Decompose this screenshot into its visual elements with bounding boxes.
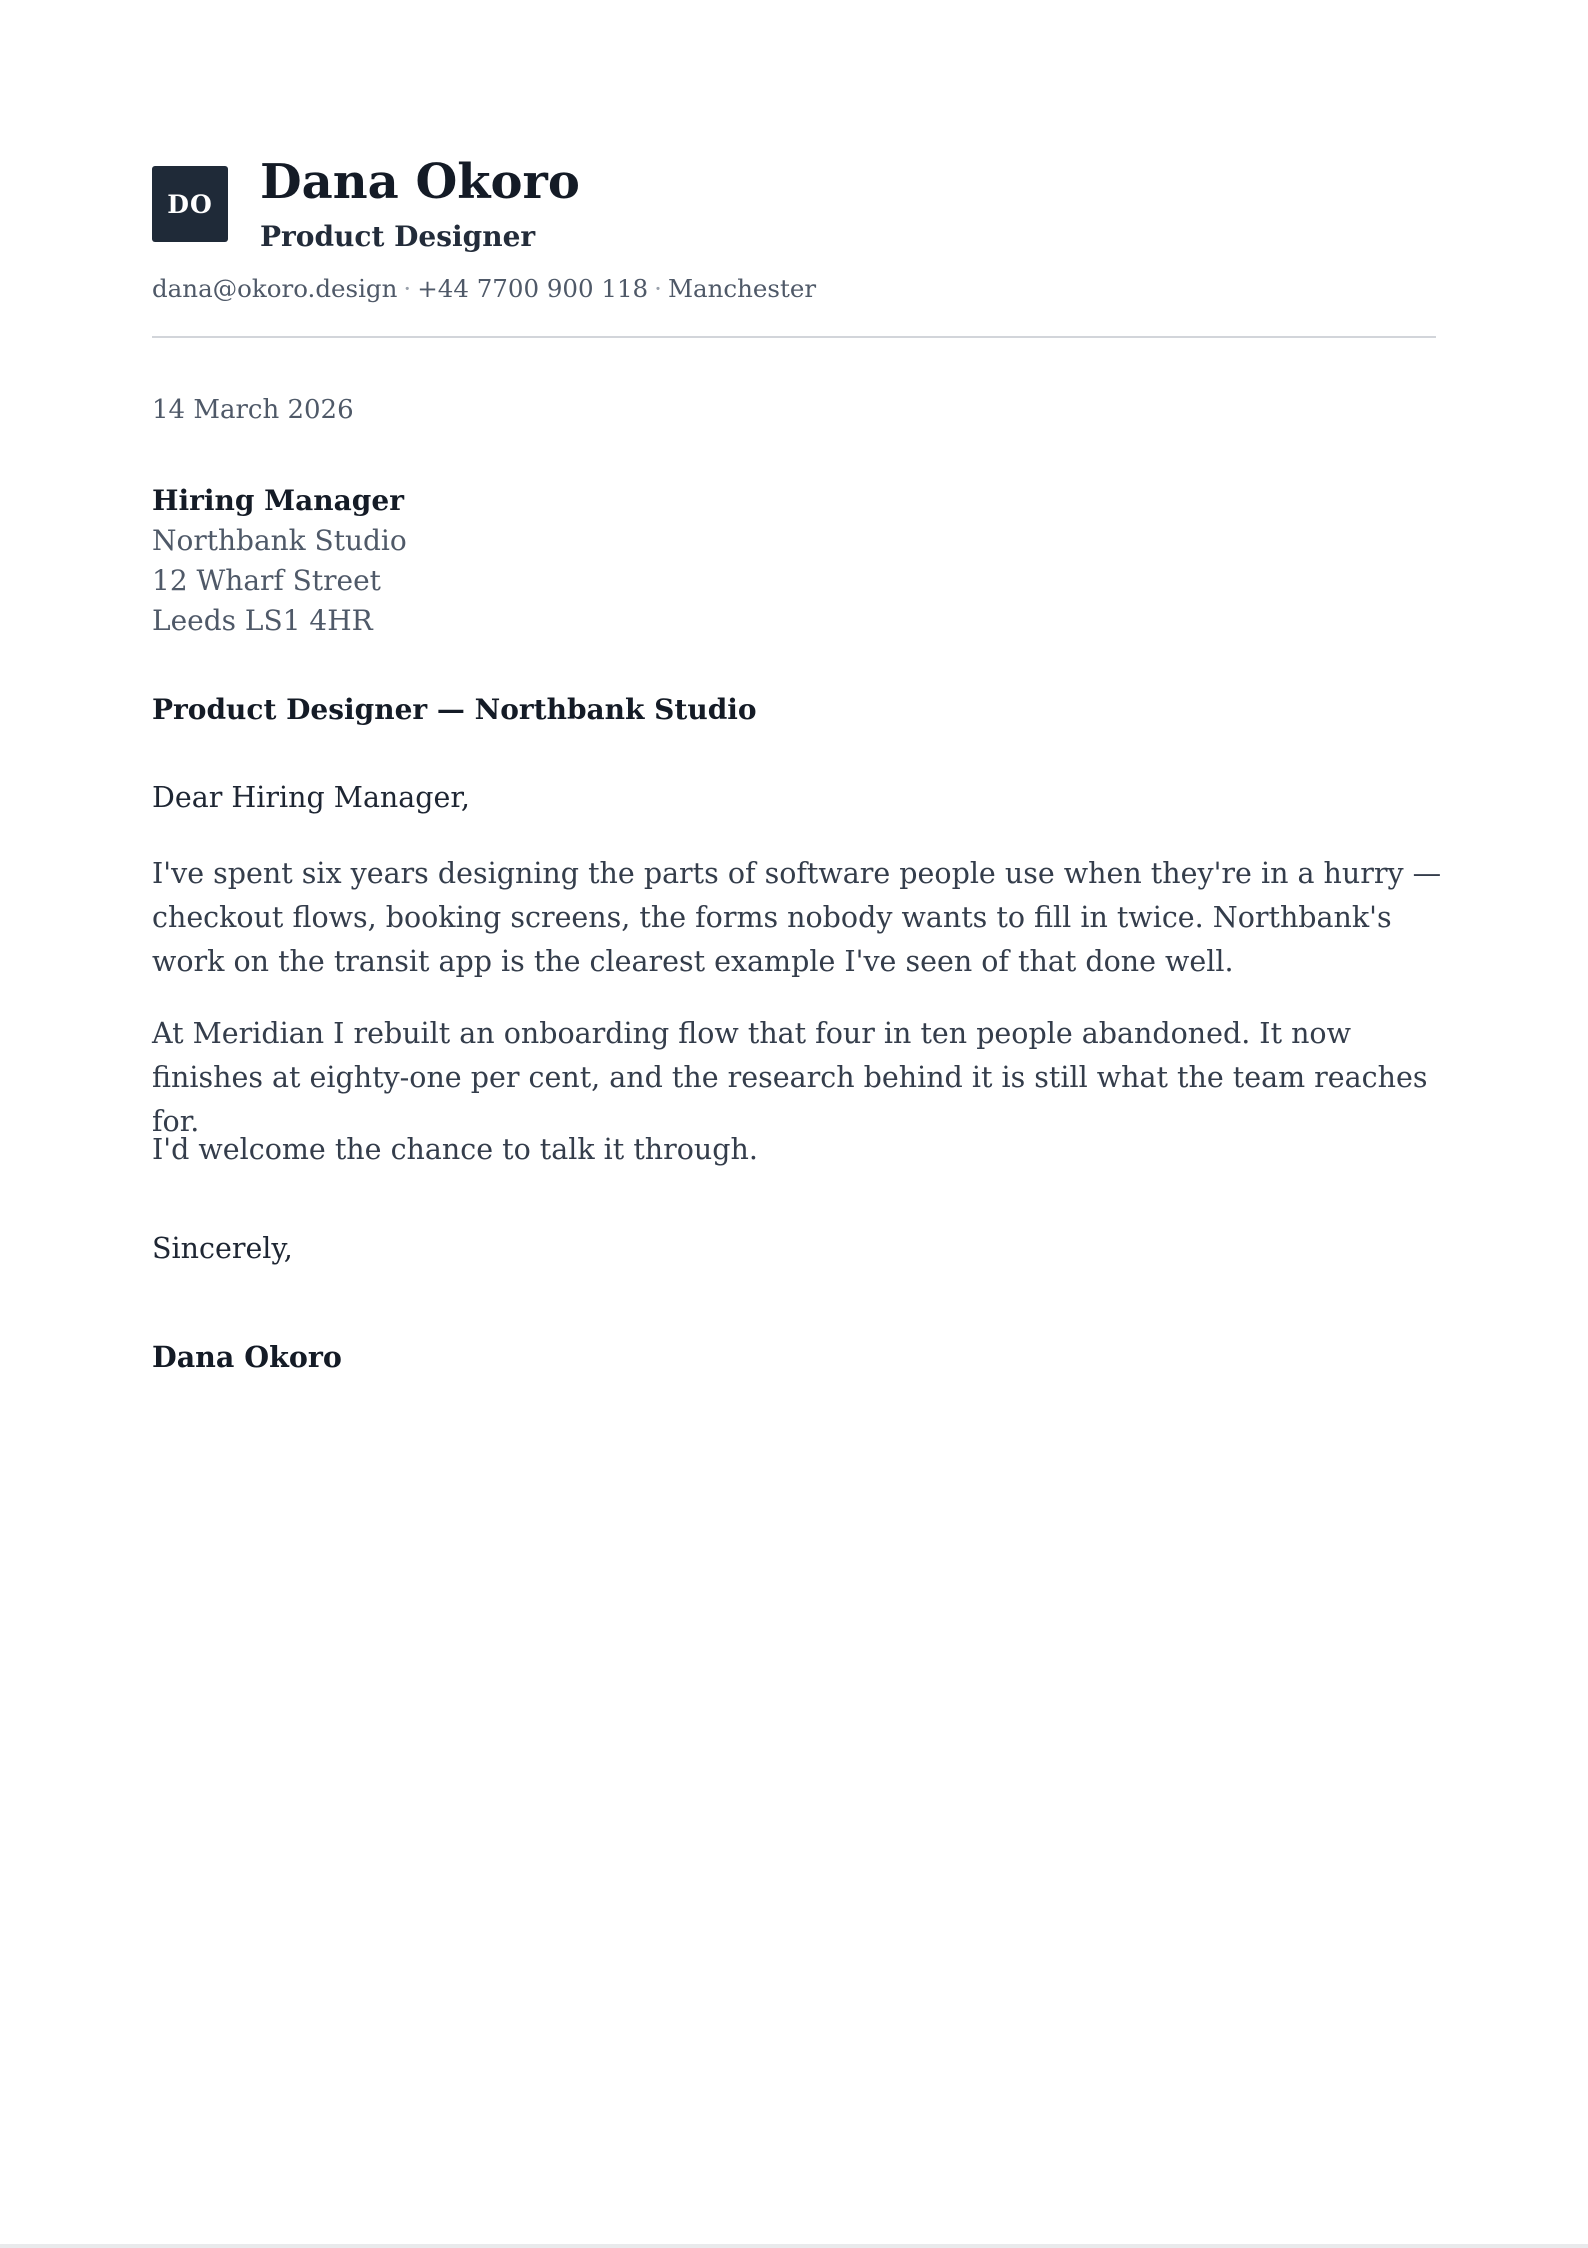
monogram-avatar xyxy=(152,166,228,242)
sender-role: Product Designer xyxy=(260,220,536,253)
contact-separator: · xyxy=(403,274,412,303)
body-paragraph: I've spent six years designing the parts of software people use when they're in a hurry — checkout flows, booking screens, the forms nobody wants to fill in twice. Northbank's work on the transit app is the clearest example I've seen of that done well. xyxy=(152,857,1442,978)
recipient-street: 12 Wharf Street xyxy=(152,564,381,597)
contact-email[interactable]: dana@okoro.design xyxy=(152,274,398,303)
letter-subject: Product Designer — Northbank Studio xyxy=(152,693,757,726)
contact-line xyxy=(152,272,816,306)
contact-phone[interactable]: +44 7700 900 118 xyxy=(417,274,649,303)
letter-signature: Dana Okoro xyxy=(152,1340,342,1374)
letter-salutation: Dear Hiring Manager, xyxy=(152,781,470,814)
recipient-company: Northbank Studio xyxy=(152,524,407,557)
letter-closing: Sincerely, xyxy=(152,1232,293,1265)
letter-date: 14 March 2026 xyxy=(152,395,354,425)
recipient-name: Hiring Manager xyxy=(152,484,404,517)
sender-name: Dana Okoro xyxy=(260,154,580,210)
monogram-initials: DO xyxy=(167,189,213,219)
body-paragraph: At Meridian I rebuilt an onboarding flow that four in ten people abandoned. It now finishes at eighty-one per cent, and the research behind it is still what the team reaches for. xyxy=(152,1017,1428,1138)
contact-location: Manchester xyxy=(667,274,817,303)
recipient-block xyxy=(152,481,407,641)
body-paragraph: I'd welcome the chance to talk it through. xyxy=(152,1133,758,1166)
contact-separator: · xyxy=(654,274,662,303)
page-edge xyxy=(0,2244,1588,2248)
header-divider xyxy=(152,336,1436,338)
recipient-city: Leeds LS1 4HR xyxy=(152,604,373,637)
